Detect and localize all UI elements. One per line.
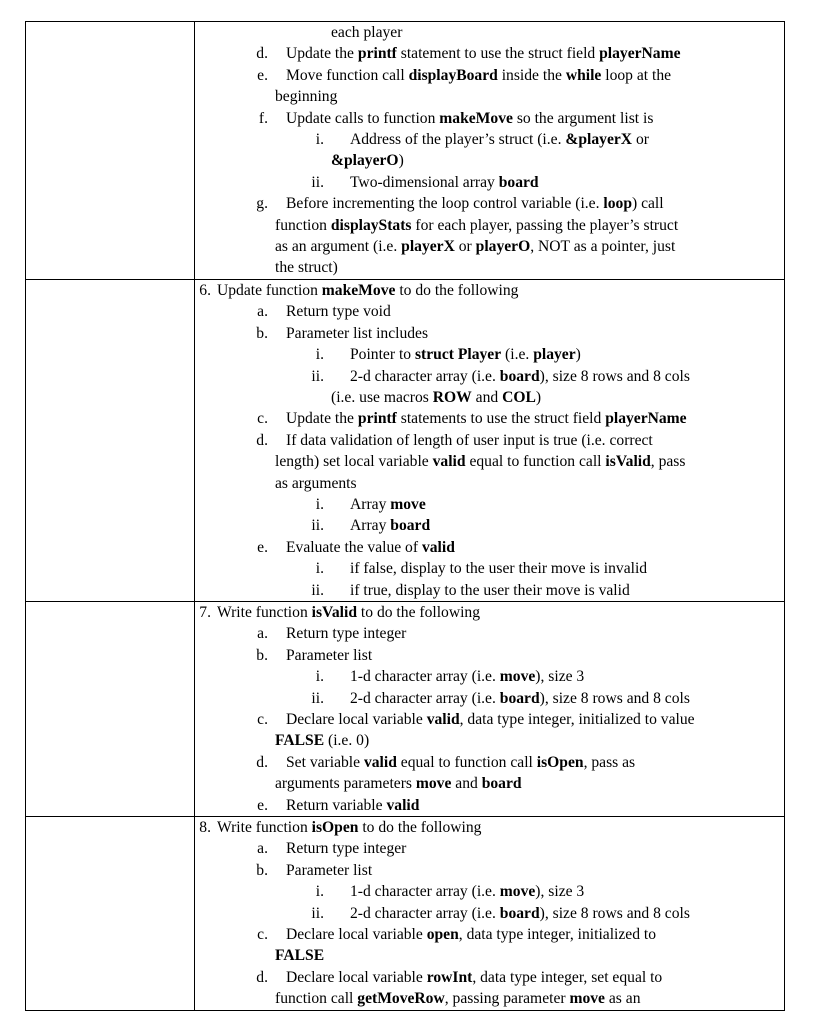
left-cell bbox=[26, 22, 195, 280]
instruction-continuation bbox=[195, 86, 784, 107]
instruction-text: Evaluate the value of valid bbox=[286, 538, 455, 556]
instruction-item bbox=[195, 537, 784, 558]
list-marker: i. bbox=[315, 131, 324, 149]
instruction-text: Array move bbox=[350, 495, 426, 513]
list-marker: ii. bbox=[311, 904, 324, 922]
instruction-item bbox=[195, 172, 784, 193]
instruction-item bbox=[195, 129, 784, 150]
list-marker: b. bbox=[256, 646, 268, 664]
instruction-text: Declare local variable open, data type integer, initialized to bbox=[286, 926, 657, 944]
list-marker: ii. bbox=[311, 173, 324, 191]
instruction-continuation bbox=[195, 773, 784, 794]
instruction-text: Declare local variable rowInt, data type integer, set equal to bbox=[286, 968, 663, 986]
instruction-item bbox=[195, 903, 784, 924]
instruction-text: function displayStats for each player, passing the player’s struct bbox=[275, 216, 679, 234]
list-marker: c. bbox=[257, 410, 268, 428]
instruction-text: Two-dimensional array board bbox=[350, 173, 539, 191]
instruction-text: if false, display to the user their move is invalid bbox=[350, 560, 648, 578]
instruction-text: if true, display to the user their move is valid bbox=[350, 581, 630, 599]
instruction-item bbox=[195, 795, 784, 816]
instruction-text: 2-d character array (i.e. board), size 8 rows and 8 cols bbox=[350, 367, 690, 385]
instruction-continuation bbox=[195, 730, 784, 751]
list-marker: ii. bbox=[311, 367, 324, 385]
instruction-text: Pointer to struct Player (i.e. player) bbox=[350, 346, 581, 364]
list-marker: 7. bbox=[199, 603, 211, 621]
instruction-text: FALSE bbox=[275, 947, 325, 965]
list-marker: 6. bbox=[199, 281, 211, 299]
instruction-continuation bbox=[195, 387, 784, 408]
instruction-text: Parameter list bbox=[286, 646, 373, 664]
instruction-text: Update the printf statement to use the struct field playerName bbox=[286, 45, 681, 63]
instruction-item bbox=[195, 301, 784, 322]
list-marker: ii. bbox=[311, 517, 324, 535]
instruction-continuation bbox=[195, 236, 784, 257]
list-marker: e. bbox=[257, 538, 268, 556]
instruction-item bbox=[195, 323, 784, 344]
list-marker: i. bbox=[315, 495, 324, 513]
instruction-continuation bbox=[195, 150, 784, 171]
instruction-continuation bbox=[195, 473, 784, 494]
list-marker: i. bbox=[315, 883, 324, 901]
instruction-item bbox=[195, 623, 784, 644]
instruction-item bbox=[195, 280, 784, 301]
instruction-text: Array board bbox=[350, 517, 431, 535]
instruction-item bbox=[195, 688, 784, 709]
instructions-table bbox=[25, 21, 785, 1011]
list-marker: i. bbox=[315, 560, 324, 578]
instruction-text: as an argument (i.e. playerX or playerO, NOT as a pointer, just bbox=[275, 238, 676, 256]
list-marker: d. bbox=[256, 753, 268, 771]
instruction-item bbox=[195, 752, 784, 773]
instruction-text: Return type integer bbox=[286, 625, 407, 643]
list-marker: 8. bbox=[199, 819, 211, 837]
instruction-text: FALSE (i.e. 0) bbox=[275, 732, 370, 750]
instruction-text: function call getMoveRow, passing parameter move as an bbox=[275, 990, 641, 1008]
instruction-text: Set variable valid equal to function call isOpen, pass as bbox=[286, 753, 636, 771]
instruction-continuation bbox=[195, 257, 784, 278]
list-marker: a. bbox=[257, 303, 268, 321]
instruction-continuation bbox=[195, 988, 784, 1009]
instruction-item bbox=[195, 558, 784, 579]
table-row bbox=[26, 601, 785, 816]
instruction-item bbox=[195, 515, 784, 536]
instruction-text: Move function call displayBoard inside the while loop at the bbox=[286, 66, 672, 84]
instruction-cell bbox=[195, 817, 785, 1011]
table-body bbox=[26, 22, 785, 1011]
instruction-cell bbox=[195, 601, 785, 816]
instruction-item bbox=[195, 408, 784, 429]
instruction-text: (i.e. use macros ROW and COL) bbox=[331, 388, 542, 406]
instruction-text: 1-d character array (i.e. move), size 3 bbox=[350, 668, 585, 686]
instruction-text: each player bbox=[331, 24, 403, 41]
instruction-text: Write function isOpen to do the following bbox=[217, 819, 482, 837]
instruction-text: Parameter list bbox=[286, 861, 373, 879]
instruction-continuation bbox=[195, 22, 784, 43]
list-marker: b. bbox=[256, 324, 268, 342]
list-marker: g. bbox=[256, 195, 268, 213]
instruction-text: &playerO) bbox=[331, 152, 404, 170]
instruction-text: Update the printf statements to use the struct field playerName bbox=[286, 410, 687, 428]
list-marker: ii. bbox=[311, 581, 324, 599]
table-row bbox=[26, 279, 785, 601]
instruction-item bbox=[195, 580, 784, 601]
list-marker: f. bbox=[258, 109, 268, 127]
instruction-text: If data validation of length of user input is true (i.e. correct bbox=[286, 431, 653, 449]
instruction-text: length) set local variable valid equal to function call isValid, pass bbox=[275, 453, 686, 471]
instruction-text: 2-d character array (i.e. board), size 8 rows and 8 cols bbox=[350, 689, 690, 707]
left-cell bbox=[26, 601, 195, 816]
list-marker: e. bbox=[257, 66, 268, 84]
instruction-item bbox=[195, 366, 784, 387]
list-marker: i. bbox=[315, 346, 324, 364]
instruction-text: beginning bbox=[275, 88, 338, 106]
instruction-item bbox=[195, 108, 784, 129]
instruction-item bbox=[195, 494, 784, 515]
left-cell bbox=[26, 279, 195, 601]
instruction-text: the struct) bbox=[275, 259, 338, 277]
instruction-item bbox=[195, 193, 784, 214]
instruction-cell bbox=[195, 22, 785, 280]
instruction-text: Update function makeMove to do the following bbox=[217, 281, 519, 299]
instruction-text: as arguments bbox=[275, 474, 357, 492]
list-marker: a. bbox=[257, 840, 268, 858]
instruction-item bbox=[195, 709, 784, 730]
instruction-text: 2-d character array (i.e. board), size 8 rows and 8 cols bbox=[350, 904, 690, 922]
instruction-item bbox=[195, 645, 784, 666]
list-marker: e. bbox=[257, 796, 268, 814]
instruction-cell bbox=[195, 279, 785, 601]
instruction-text: Return type integer bbox=[286, 840, 407, 858]
instruction-text: Before incrementing the loop control variable (i.e. loop) call bbox=[286, 195, 664, 213]
list-marker: d. bbox=[256, 968, 268, 986]
instruction-text: Declare local variable valid, data type integer, initialized to value bbox=[286, 711, 695, 728]
instruction-item bbox=[195, 860, 784, 881]
list-marker: d. bbox=[256, 431, 268, 449]
instruction-text: Parameter list includes bbox=[286, 324, 429, 342]
list-marker: c. bbox=[257, 711, 268, 728]
list-marker: i. bbox=[315, 668, 324, 686]
instruction-continuation bbox=[195, 945, 784, 966]
instruction-item bbox=[195, 602, 784, 623]
instruction-text: Return variable valid bbox=[286, 796, 420, 814]
instruction-item bbox=[195, 344, 784, 365]
instruction-text: Address of the player’s struct (i.e. &playerX or bbox=[350, 131, 649, 149]
list-marker: b. bbox=[256, 861, 268, 879]
instruction-continuation bbox=[195, 451, 784, 472]
instruction-item bbox=[195, 65, 784, 86]
list-marker: ii. bbox=[311, 689, 324, 707]
instruction-text: Update calls to function makeMove so the argument list is bbox=[286, 109, 654, 127]
instruction-item bbox=[195, 430, 784, 451]
instruction-item bbox=[195, 838, 784, 859]
instruction-text: 1-d character array (i.e. move), size 3 bbox=[350, 883, 585, 901]
instruction-item bbox=[195, 881, 784, 902]
instruction-item bbox=[195, 666, 784, 687]
left-cell bbox=[26, 817, 195, 1011]
instruction-text: Write function isValid to do the following bbox=[217, 603, 481, 621]
instruction-text: arguments parameters move and board bbox=[275, 775, 522, 793]
instruction-text: Return type void bbox=[286, 303, 391, 321]
list-marker: c. bbox=[257, 926, 268, 944]
list-marker: a. bbox=[257, 625, 268, 643]
instruction-continuation bbox=[195, 215, 784, 236]
instruction-item bbox=[195, 43, 784, 64]
instruction-item bbox=[195, 967, 784, 988]
table-row bbox=[26, 22, 785, 280]
table-row bbox=[26, 817, 785, 1011]
instruction-item bbox=[195, 924, 784, 945]
instruction-item bbox=[195, 817, 784, 838]
list-marker: d. bbox=[256, 45, 268, 63]
